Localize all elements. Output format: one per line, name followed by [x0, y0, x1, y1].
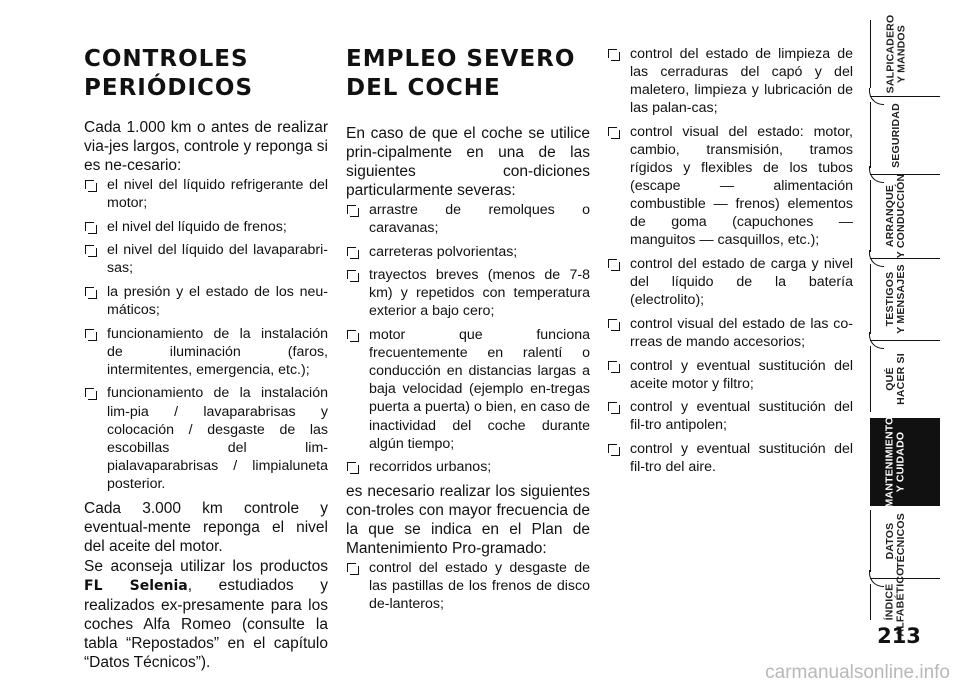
checkbox-bullet-icon [608, 127, 617, 136]
checkbox-bullet-icon [608, 259, 617, 268]
checkbox-bullet-icon [85, 287, 94, 296]
section-title-severe-use: EMPLEO SEVERO DEL COCHE [346, 46, 576, 101]
checkbox-bullet-icon [85, 180, 94, 189]
section-tab-strip [870, 14, 940, 640]
tab-salpicadero[interactable]: SALPICADERO Y MANDOS [870, 20, 940, 88]
checkbox-bullet-icon [608, 49, 617, 58]
checkbox-bullet-icon [85, 245, 94, 254]
section-title-periodic-checks: CONTROLES PERIÓDICOS [84, 46, 254, 101]
severe-use-body [346, 124, 590, 619]
list-item: recorridos urbanos; [346, 458, 590, 476]
list-item: carreteras polvorientas; [346, 243, 590, 261]
oil-check-paragraph: Cada 3.000 km controle y eventual-mente reponga el nivel del aceite del motor. [84, 499, 328, 555]
tab-testigos[interactable]: TESTIGOS Y MENSAJES [870, 264, 940, 334]
checkbox-bullet-icon [347, 270, 356, 279]
checkbox-bullet-icon [85, 329, 94, 338]
products-paragraph: Se aconseja utilizar los productos FL Selenia, estudiados y realizados ex-presamente para los coches Alfa Romeo (consulte la tabla “Repostados” en el capítulo “Datos Técnicos”). [84, 557, 328, 671]
list-item: funcionamiento de la instalación lim-pia / lavaparabrisas y colocación / desgaste de las escobillas del lim-pialavaparabrisas / limpialuneta posterior. [84, 384, 328, 493]
list-item: la presión y el estado de los neu-máticos; [84, 283, 328, 319]
periodic-checks-body [84, 118, 328, 673]
tab-seguridad[interactable]: SEGURIDAD [870, 102, 940, 168]
tab-indice[interactable]: ÍNDICE ALFABÉTICO [870, 584, 940, 620]
tab-datos-tecnicos[interactable]: DATOS TÉCNICOS [870, 510, 940, 572]
tab-que-hacer-si[interactable]: QUÉ HACER SI [870, 346, 940, 412]
severe-followup-paragraph: es necesario realizar los siguientes con-troles con mayor frecuencia de la que se indica en el Plan de Mantenimiento Pro-gramado: [346, 482, 590, 557]
periodic-intro: Cada 1.000 km o antes de realizar via-jes largos, controle y reponga si es ne-cesario: [84, 119, 328, 174]
list-item: control del estado y desgaste de las pastillas de los frenos de disco de-lanteros; [346, 559, 590, 613]
list-item: control y eventual sustitución del fil-tro antipolen; [607, 398, 853, 434]
checkbox-bullet-icon [608, 444, 617, 453]
list-item: control visual del estado de las co-rreas de mando accesorios; [607, 315, 853, 351]
severe-controls-body [607, 45, 853, 482]
list-item: trayectos breves (menos de 7-8 km) y repetidos con temperatura exterior a bajo cero; [346, 266, 590, 320]
checkbox-bullet-icon [608, 319, 617, 328]
severe-controls-list [346, 559, 590, 613]
checkbox-bullet-icon [85, 222, 94, 231]
checkbox-bullet-icon [347, 205, 356, 214]
list-item: el nivel del líquido del lavaparabri-sas; [84, 241, 328, 277]
severe-conditions-list [346, 201, 590, 476]
checkbox-bullet-icon [347, 462, 356, 471]
list-item: el nivel del líquido refrigerante del motor; [84, 176, 328, 212]
list-item: arrastre de remolques o caravanas; [346, 201, 590, 237]
brand-name: FL Selenia [84, 577, 188, 594]
checkbox-bullet-icon [347, 563, 356, 572]
checkbox-bullet-icon [347, 247, 356, 256]
severe-controls-list-cont [607, 45, 853, 476]
periodic-check-list [84, 176, 328, 493]
list-item: control del estado de carga y nivel del líquido de la batería (electrolito); [607, 255, 853, 309]
list-item: motor que funciona frecuentemente en ralentí o conducción en distancias largas a baja velocidad (ejemplo en-tregas puerta a puerta) o bien, en caso de inactividad del coche durante algún tiempo; [346, 326, 590, 453]
checkbox-bullet-icon [85, 388, 94, 397]
tab-mantenimiento[interactable]: MANTENIMIENTO Y CUIDADO [870, 424, 940, 500]
list-item: funcionamiento de la instalación de iluminación (faros, intermitentes, emergencia, etc.); [84, 325, 328, 379]
list-item: el nivel del líquido de frenos; [84, 218, 328, 236]
watermark: carmanualsonline.info [765, 662, 950, 683]
severe-intro: En caso de que el coche se utilice prin-cipalmente en una de las siguientes con-diciones particularmente severas: [346, 125, 590, 199]
checkbox-bullet-icon [608, 361, 617, 370]
list-item: control y eventual sustitución del fil-tro del aire. [607, 440, 853, 476]
page-number: 213 [877, 624, 921, 648]
list-item: control y eventual sustitución del aceite motor y filtro; [607, 357, 853, 393]
checkbox-bullet-icon [608, 402, 617, 411]
list-item: control visual del estado: motor, cambio, transmisión, tramos rígidos y flexibles de los tubos (escape — alimentación combustible — frenos) elementos de goma (capuchones — manguitos — casquillos, etc.); [607, 123, 853, 250]
tab-arranque[interactable]: ARRANQUE Y CONDUCCIÓN [870, 180, 940, 252]
list-item: control del estado de limpieza de las cerraduras del capó y del maletero, limpieza y lubricación de las palan-cas; [607, 45, 853, 117]
checkbox-bullet-icon [347, 330, 356, 339]
